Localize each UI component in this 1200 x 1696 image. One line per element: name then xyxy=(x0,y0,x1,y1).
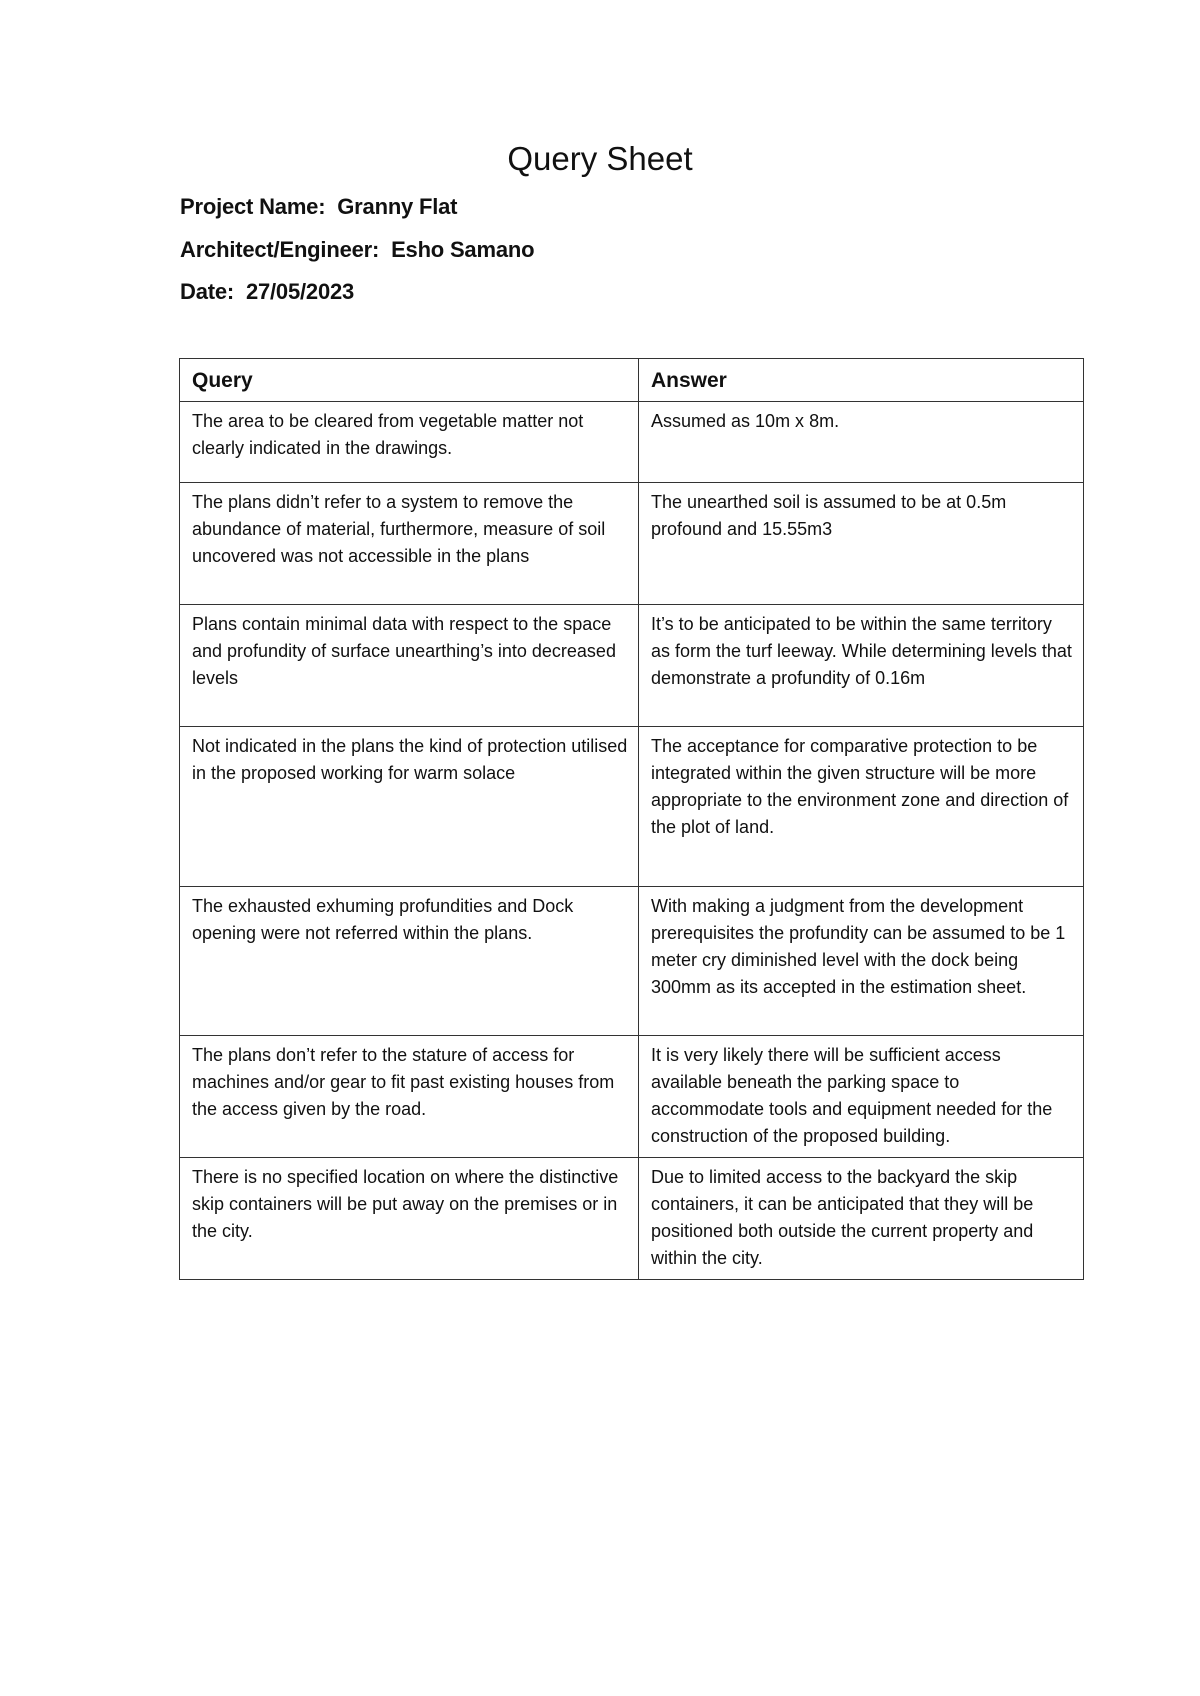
project-name-value: Granny Flat xyxy=(337,194,458,219)
architect-line xyxy=(180,237,534,263)
answer-cell: It is very likely there will be sufficient access available beneath the parking space to accommodate tools and equipment needed for the construction of the proposed building. xyxy=(639,1036,1084,1158)
answer-column-header: Answer xyxy=(639,359,1084,402)
answer-cell: It’s to be anticipated to be within the same territory as form the turf leeway. While determining levels that demonstrate a profundity of 0.16m xyxy=(639,605,1084,727)
query-cell: The plans don’t refer to the stature of access for machines and/or gear to fit past existing houses from the access given by the road. xyxy=(180,1036,639,1158)
date-line xyxy=(180,279,354,305)
query-cell: The plans didn’t refer to a system to remove the abundance of material, furthermore, measure of soil uncovered was not accessible in the plans xyxy=(180,483,639,605)
answer-cell: Due to limited access to the backyard the skip containers, it can be anticipated that they will be positioned both outside the current property and within the city. xyxy=(639,1158,1084,1280)
date-label: Date: xyxy=(180,279,235,304)
architect-label: Architect/Engineer: xyxy=(180,237,380,262)
table-row xyxy=(180,727,1084,887)
query-cell: There is no specified location on where the distinctive skip containers will be put away on the premises or in the city. xyxy=(180,1158,639,1280)
project-name-label: Project Name: xyxy=(180,194,326,219)
query-cell: Plans contain minimal data with respect to the space and profundity of surface unearthing’s into decreased levels xyxy=(180,605,639,727)
table-header-row xyxy=(180,359,1084,402)
table-row xyxy=(180,605,1084,727)
query-column-header: Query xyxy=(180,359,639,402)
table-row xyxy=(180,887,1084,1036)
query-table xyxy=(179,358,1084,1280)
query-cell: The area to be cleared from vegetable matter not clearly indicated in the drawings. xyxy=(180,402,639,483)
table-row xyxy=(180,402,1084,483)
table-row xyxy=(180,483,1084,605)
answer-cell: The acceptance for comparative protection to be integrated within the given structure will be more appropriate to the environment zone and direction of the plot of land. xyxy=(639,727,1084,887)
answer-cell: The unearthed soil is assumed to be at 0.5m profound and 15.55m3 xyxy=(639,483,1084,605)
table-row xyxy=(180,1036,1084,1158)
project-name-line xyxy=(180,194,457,220)
architect-value: Esho Samano xyxy=(391,237,535,262)
date-value: 27/05/2023 xyxy=(245,279,355,304)
query-cell: Not indicated in the plans the kind of protection utilised in the proposed working for warm solace xyxy=(180,727,639,887)
table-row xyxy=(180,1158,1084,1280)
answer-cell: Assumed as 10m x 8m. xyxy=(639,402,1084,483)
query-cell: The exhausted exhuming profundities and Dock opening were not referred within the plans. xyxy=(180,887,639,1036)
answer-cell: With making a judgment from the development prerequisites the profundity can be assumed to be 1 meter cry diminished level with the dock being 300mm as its accepted in the estimation sheet. xyxy=(639,887,1084,1036)
page-title: Query Sheet xyxy=(507,140,693,177)
